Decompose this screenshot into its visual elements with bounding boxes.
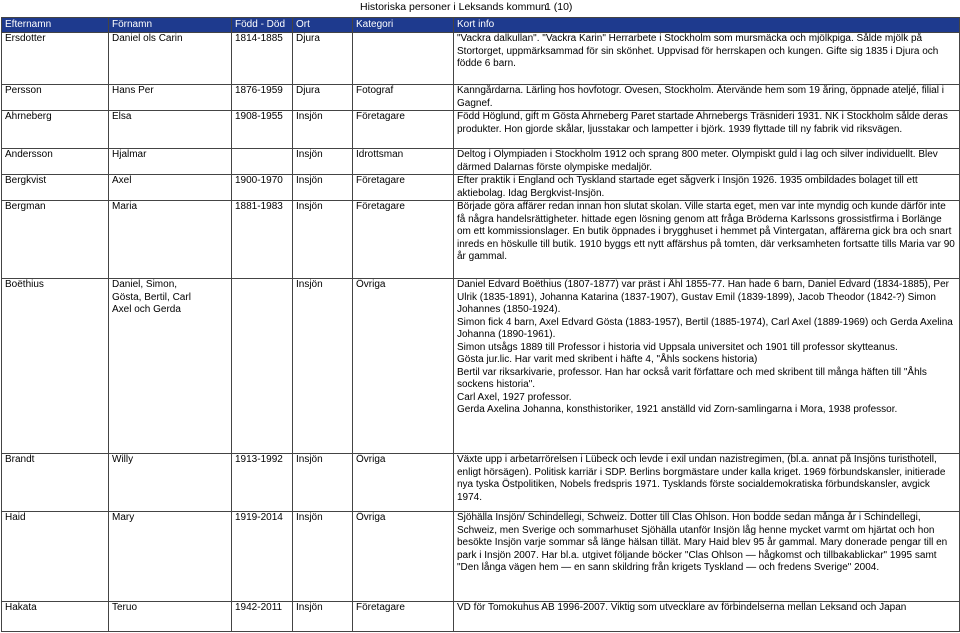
- table-row: [2, 85, 960, 111]
- cell-fodd-dod: 1814-1885: [232, 33, 293, 85]
- cell-kategori: Företagare: [353, 175, 454, 201]
- column-header-ort: Ort: [293, 18, 353, 33]
- cell-efternamn: Bergkvist: [2, 175, 109, 201]
- cell-ort: Insjön: [293, 454, 353, 512]
- cell-kort-info: [454, 201, 960, 279]
- fornamn-line: Gösta, Bertil, Carl: [112, 291, 191, 303]
- cell-efternamn: Hakata: [2, 602, 109, 632]
- cell-fodd-dod: [232, 279, 293, 454]
- cell-fornamn: [109, 201, 232, 279]
- cell-kort-info: [454, 279, 960, 454]
- table-row: [2, 33, 960, 85]
- cell-efternamn: Bergman: [2, 201, 109, 279]
- fornamn-line: Maria: [112, 201, 138, 212]
- info-paragraph: Sjöhälla Insjön/ Schindellegi, Schweiz. Dotter till Clas Ohlson. Hon bodde sedan många år i Schindellegi, Schweiz, men Sverige och sommarhuset Sjöhälla utanför Insjön låg henne mycket varmt om hjärtat och hon besökte Insjön varje sommar så länge hälsan tillät. Mary Haid blev 95 år gammal. Mary donerade pengar till en park i Insjön 2007. Har bl.a. utgivet följande böcker "Clas Ohlson — hågkomst och tillbakablickar" 1995 samt "Den långa vägen hem — en sann skildring från krigets Tyskland — och fredens Sverige" 2004.: [457, 512, 948, 573]
- cell-efternamn: Andersson: [2, 149, 109, 175]
- cell-ort: Insjön: [293, 602, 353, 632]
- info-paragraph: Bertil var riksarkivarie, professor. Han har också varit författare och med skribent till många häften till "Åhls sockens historia".: [457, 366, 927, 390]
- table-row: [2, 602, 960, 632]
- document-title: Historiska personer i Leksands kommun: [360, 1, 547, 13]
- table-row: [2, 111, 960, 149]
- fornamn-line: Axel och Gerda: [112, 304, 181, 315]
- cell-kort-info: [454, 454, 960, 512]
- cell-efternamn: Haid: [2, 512, 109, 602]
- cell-kort-info: [454, 33, 960, 85]
- fornamn-line: Willy: [112, 454, 134, 465]
- cell-efternamn: Boëthius: [2, 279, 109, 454]
- cell-kort-info: [454, 149, 960, 175]
- cell-efternamn: Brandt: [2, 454, 109, 512]
- info-paragraph: Gösta jur.lic. Har varit med skribent i häfte 4, "Åhls sockens historia): [457, 354, 758, 365]
- fornamn-line: Daniel, Simon,: [112, 279, 178, 290]
- cell-ort: Insjön: [293, 279, 353, 454]
- table-row: [2, 149, 960, 175]
- fornamn-line: Hans Per: [112, 85, 154, 96]
- fornamn-line: Mary: [112, 512, 135, 523]
- table-header-row: [2, 18, 960, 33]
- cell-fodd-dod: 1881-1983: [232, 201, 293, 279]
- cell-kategori: Övriga: [353, 279, 454, 454]
- fornamn-line: Axel: [112, 175, 132, 186]
- info-paragraph: Daniel Edvard Boëthius (1807-1877) var präst i Åhl 1855-77. Han hade 6 barn, Daniel Edvard (1834-1885), Per Ulrik (1835-1891), Johanna Katarina (1837-1907), Gustav Emil (1839-1899), Jacob Theodor (1842-?) Simon Johannes (1850-1924).: [457, 279, 949, 315]
- cell-fodd-dod: 1913-1992: [232, 454, 293, 512]
- cell-fornamn: [109, 111, 232, 149]
- fornamn-line: Elsa: [112, 111, 132, 122]
- cell-kategori: Företagare: [353, 201, 454, 279]
- info-paragraph: Gerda Axelina Johanna, konsthistoriker, 1921 anställd vid Zorn-samlingarna i Mora, 1938 professor.: [457, 404, 898, 415]
- cell-kategori: Idrottsman: [353, 149, 454, 175]
- cell-kategori: Övriga: [353, 454, 454, 512]
- cell-fornamn: [109, 149, 232, 175]
- info-paragraph: Började göra affärer redan innan hon slutat skolan. Ville starta eget, men var inte myndig och kunde därför inte få några handelsrättigheter. hittade egen lösning genom att fråga Bröderna Karlssons grossistfirma i Borlänge om ett kommissionslager. En butik öppnades i brygghuset i hemmet på Vintergatan, affärerna gick bra och snart inreds en höskulle till butik. 1910 byggs ett nytt affärshus på tomten, där verksamheten fortsatte tills Maria var 90 år gammal.: [457, 201, 955, 262]
- cell-kort-info: [454, 175, 960, 201]
- cell-fornamn: [109, 33, 232, 85]
- cell-efternamn: Persson: [2, 85, 109, 111]
- info-paragraph: Simon fick 4 barn, Axel Edvard Gösta (1883-1957), Bertil (1885-1974), Carl Axel (1889-1969) och Gerda Axelina Johanna (1890-1961).: [457, 316, 953, 340]
- cell-kort-info: [454, 602, 960, 632]
- cell-fodd-dod: 1876-1959: [232, 85, 293, 111]
- info-paragraph: Växte upp i arbetarrörelsen i Lübeck och levde i exil undan nazistregimen, (bl.a. annat på Insjöns turisthotell, enligt hörsägen). Politisk karriär i SDP. Berlins borgmästare under kalla kriget. 1969 förbundskansler, initierade nya tyska Östpolitiken, Nobels fredspris 1971. Tysklands förste socialdemokratiska förbundskansler, avgick 1974.: [457, 454, 946, 503]
- info-paragraph: Kanngårdarna. Lärling hos hovfotogr. Ovesen, Stockholm. Återvände hem som 19 åring, öppnade ateljé, filial i Gagnef.: [457, 85, 944, 109]
- info-paragraph: Efter praktik i England och Tyskland startade eget sågverk i Insjön 1926. 1935 ombildades bolaget till ett aktiebolag. Idag Bergkvist-Insjön.: [457, 175, 918, 199]
- cell-efternamn: Ahrneberg: [2, 111, 109, 149]
- cell-kort-info: [454, 512, 960, 602]
- cell-ort: Insjön: [293, 512, 353, 602]
- cell-kategori: Företagare: [353, 111, 454, 149]
- cell-ort: Djura: [293, 85, 353, 111]
- page-number: 1 (10): [545, 1, 573, 13]
- table-row: [2, 201, 960, 279]
- cell-ort: Djura: [293, 33, 353, 85]
- cell-fodd-dod: 1942-2011: [232, 602, 293, 632]
- info-paragraph: Deltog i Olympiaden i Stockholm 1912 och sprang 800 meter. Olympiskt guld i lag och silver individuellt. Blev därmed Dalarnas förste olympiske medaljör.: [457, 149, 938, 173]
- cell-ort: Insjön: [293, 175, 353, 201]
- cell-kategori: Företagare: [353, 602, 454, 632]
- info-paragraph: "Vackra dalkullan". "Vackra Karin" Herrarbete i Stockholm som mursmäcka och mjölkpiga. Sålde mjölk på Stortorget, uppmärksammad för sin skönhet. Uppvisad för herrskapen och kungen. Gifte sig 1835 i Djura och födde 6 barn.: [457, 33, 939, 69]
- cell-fornamn: [109, 602, 232, 632]
- fornamn-line: Teruo: [112, 602, 138, 613]
- info-paragraph: Född Höglund, gift m Gösta Ahrneberg Paret startade Ahrnebergs Träsnideri 1931. NK i Stockholm sålde deras produkter. Hon gjorde skålar, ljusstakar och lampetter i björk. 1939 flyttade till ny fabrik vid riksvägen.: [457, 111, 948, 135]
- cell-fodd-dod: 1900-1970: [232, 175, 293, 201]
- page-header: [0, 0, 960, 16]
- table-row: [2, 454, 960, 512]
- table-row: [2, 175, 960, 201]
- cell-fornamn: [109, 175, 232, 201]
- column-header-fornamn: Förnamn: [109, 18, 232, 33]
- cell-fornamn: [109, 512, 232, 602]
- persons-table: [1, 17, 960, 632]
- cell-kort-info: [454, 85, 960, 111]
- table-row: [2, 512, 960, 602]
- cell-kort-info: [454, 111, 960, 149]
- column-header-fodd-dod: Född - Död: [232, 18, 293, 33]
- cell-kategori: Övriga: [353, 512, 454, 602]
- info-paragraph: Carl Axel, 1927 professor.: [457, 391, 572, 403]
- cell-ort: Insjön: [293, 201, 353, 279]
- cell-fodd-dod: 1908-1955: [232, 111, 293, 149]
- column-header-kategori: Kategori: [353, 18, 454, 33]
- table-row: [2, 279, 960, 454]
- fornamn-line: Daniel ols Carin: [112, 33, 183, 44]
- cell-efternamn: Ersdotter: [2, 33, 109, 85]
- fornamn-line: Hjalmar: [112, 149, 147, 160]
- cell-kategori: [353, 33, 454, 85]
- cell-fornamn: [109, 279, 232, 454]
- cell-fornamn: [109, 454, 232, 512]
- info-paragraph: VD för Tomokuhus AB 1996-2007. Viktig som utvecklare av förbindelserna mellan Leksand och Japan: [457, 602, 907, 613]
- cell-fornamn: [109, 85, 232, 111]
- column-header-efternamn: Efternamn: [2, 18, 109, 33]
- cell-ort: Insjön: [293, 111, 353, 149]
- cell-fodd-dod: 1919-2014: [232, 512, 293, 602]
- cell-kategori: Fotograf: [353, 85, 454, 111]
- info-paragraph: Simon utsågs 1889 till Professor i historia vid Uppsala universitet och 1901 till professor skytteanus.: [457, 341, 898, 353]
- cell-ort: Insjön: [293, 149, 353, 175]
- column-header-kort-info: Kort info: [454, 18, 960, 33]
- cell-fodd-dod: [232, 149, 293, 175]
